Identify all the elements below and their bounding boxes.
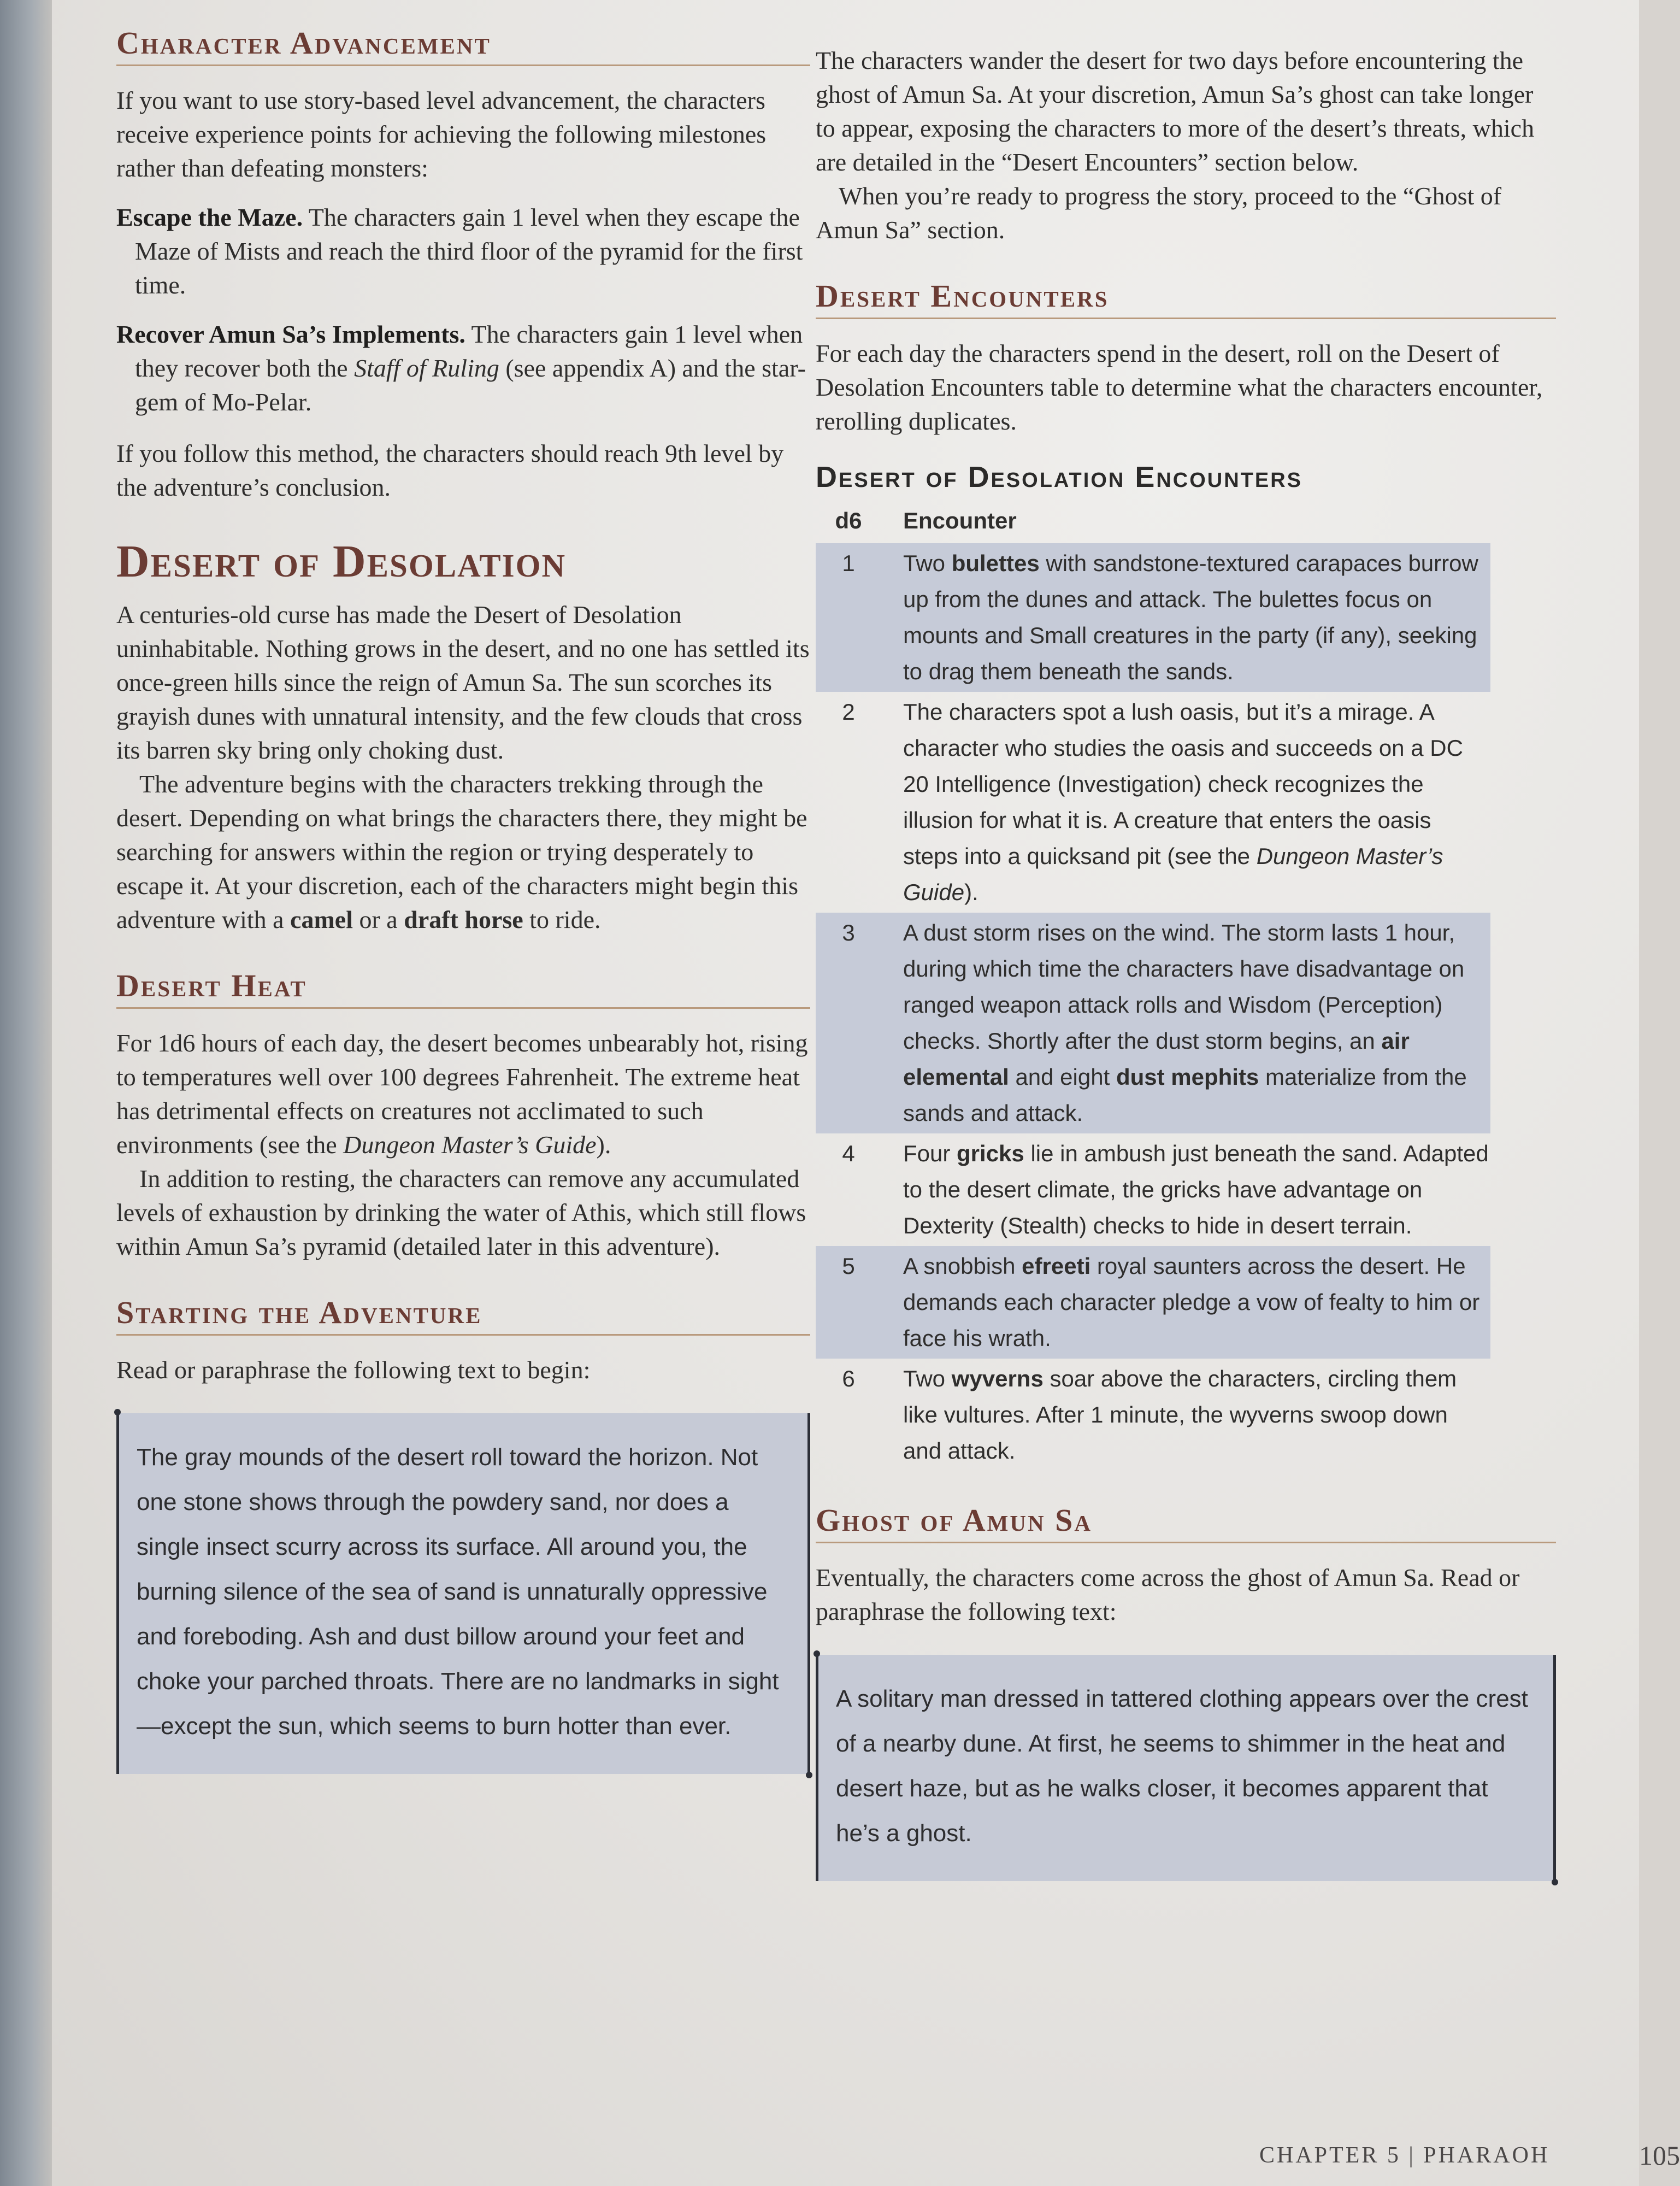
right-column <box>816 44 1556 1881</box>
encounter-text: A dust storm rises on the wind. The storm lasts 1 hour, during which time the characters have disadvantage on ranged weapon attack rolls and Wisdom (Perception) checks. Shortly after the dust storm begins, an air elemental and eight dust mephits materialize from the sands and attack. <box>903 913 1490 1133</box>
roll-value: 3 <box>816 913 903 1133</box>
roll-value: 5 <box>816 1246 903 1359</box>
left-column <box>116 25 810 1774</box>
desert-of-desolation-heading: Desert of Desolation <box>116 536 567 587</box>
read-aloud-box-ghost <box>816 1655 1556 1881</box>
proceed-paragraph: When you’re ready to progress the story, proceed to the “Ghost of Amun Sa” section. <box>816 182 1502 244</box>
table-row <box>816 913 1490 1133</box>
read-aloud-box-start <box>116 1413 810 1774</box>
char-adv-intro: If you want to use story-based level advancement, the characters receive experience points for achieving the following milestones rather than defeating monsters: <box>116 86 767 182</box>
heat-p1-text: For 1d6 hours of each day, the desert becomes unbearably hot, rising to temperatures well over 100 degrees Fahrenheit. The extreme heat has detrimental effects on creatures not acclimated to such environments (see the <box>116 1029 808 1159</box>
milestone-1-title: Escape the Maze. <box>116 203 303 231</box>
ghost-heading: Ghost of Amun Sa <box>816 1502 1556 1543</box>
heat-paragraph-2: In addition to resting, the characters can remove any accumulated levels of exhaustion by drinking the water of Athis, which still flows within Amun Sa’s pyramid (detailed later in this adventure). <box>116 1165 806 1260</box>
page-number: 105 <box>1639 2140 1680 2171</box>
encounters-paragraph: For each day the characters spend in the desert, roll on the Desert of Desolation Encounters table to determine what the characters encounter, rerolling duplicates. <box>816 339 1543 435</box>
dmg-title: Dungeon Master’s Guide <box>343 1131 597 1159</box>
table-row <box>816 1246 1490 1359</box>
monster-name: bulettes <box>951 550 1040 576</box>
encounters-table <box>816 501 1490 1471</box>
encounter-text: Two wyverns soar above the characters, circling them like vultures. After 1 minute, the wyverns swoop down and attack. <box>903 1366 1457 1464</box>
staff-of-ruling: Staff of Ruling <box>354 354 499 382</box>
book-page <box>52 0 1680 2186</box>
heat-p1-end: ). <box>596 1131 611 1159</box>
milestone-2-title: Recover Amun Sa’s Implements. <box>116 320 465 348</box>
milestone-2-text-b: (see appendix A) and the star-gem of Mo-Pelar. <box>135 354 806 416</box>
encounter-text: The characters spot a lush oasis, but it’s a mirage. A character who studies the oasis and succeeds on a DC 20 Intelligence (Investigation) check recognizes the illusion for what it is. A creature that enters the oasis steps into a quicksand pit (see the Dungeon Master’s Guide). <box>903 699 1463 905</box>
table-header-row <box>816 501 1490 543</box>
camel-text: camel <box>290 906 353 933</box>
starting-instruction: Read or paraphrase the following text to begin: <box>116 1356 591 1384</box>
table-row <box>816 543 1490 692</box>
encounter-text: Four gricks lie in ambush just beneath the sand. Adapted to the desert climate, the gricks have advantage on Dexterity (Stealth) checks to hide in desert terrain. <box>903 1141 1489 1238</box>
read-aloud-text-start: The gray mounds of the desert roll toward the horizon. Not one stone shows through the powdery sand, nor does a single insect scurry across its surface. All around you, the burning silence of the sea of sand is unnaturally oppressive and foreboding. Ash and dust billow around your feet and choke your parched throats. There are no landmarks in sight—except the sun, which seems to burn hotter than ever. <box>137 1444 779 1740</box>
roll-value: 4 <box>842 1141 855 1166</box>
milestone-1-text: The characters gain 1 level when they escape the Maze of Mists and reach the third floor of the pyramid for the first time. <box>135 203 803 299</box>
encounter-text: Two bulettes with sandstone-textured carapaces burrow up from the dunes and attack. The bulettes focus on mounts and Small creatures in the party (if any), seeking to drag them beneath the sands. <box>903 543 1490 692</box>
monster-name: gricks <box>957 1141 1024 1166</box>
monster-name: efreeti <box>1022 1253 1091 1279</box>
roll-value: 2 <box>842 699 855 725</box>
milestone-recover-implements <box>116 318 810 419</box>
encounter-text: A snobbish efreeti royal saunters across the desert. He demands each character pledge a vow of fealty to him or face his wrath. <box>903 1246 1490 1359</box>
draft-horse-text: draft horse <box>404 906 523 933</box>
monster-name: wyverns <box>951 1366 1044 1391</box>
ghost-paragraph: Eventually, the characters come across the ghost of Amun Sa. Read or paraphrase the following text: <box>816 1564 1520 1625</box>
desert-p2-end: to ride. <box>529 906 601 933</box>
encounters-table-title: Desert of Desolation Encounters <box>816 461 1303 493</box>
desert-paragraph-1: A centuries-old curse has made the Desert of Desolation uninhabitable. Nothing grows in the desert, and no one has settled its once-green hills since the reign of Amun Sa. The sun scorches its grayish dunes with unnatural intensity, and the few clouds that cross its barren sky bring only choking dust. <box>116 601 810 764</box>
milestone-escape-maze <box>116 201 810 302</box>
wander-paragraph: The characters wander the desert for two days before encountering the ghost of Amun Sa. At your discretion, Amun Sa’s ghost can take longer to appear, exposing the characters to more of the desert’s threats, which are detailed in the “Desert Encounters” section below. <box>816 46 1535 176</box>
heat-paragraph-1 <box>116 1026 810 1162</box>
char-adv-outro: If you follow this method, the characters should reach 9th level by the adventure’s conclusion. <box>116 439 784 501</box>
desert-p2-text: The adventure begins with the characters trekking through the desert. Depending on what brings the characters there, they might be searching for answers within the region or trying desperately to escape it. At your discretion, each of the characters might begin this adventure with a <box>116 770 807 933</box>
monster-name: dust mephits <box>1116 1064 1259 1090</box>
binding-edge <box>0 0 52 2186</box>
desert-heat-heading: Desert Heat <box>116 967 810 1009</box>
table-row <box>816 1133 1490 1246</box>
dmg-title: Dungeon Master’s Guide <box>903 843 1443 905</box>
roll-value: 6 <box>842 1366 855 1391</box>
character-advancement-heading: Character Advancement <box>116 25 810 66</box>
table-row <box>816 692 1490 913</box>
starting-adventure-heading: Starting the Adventure <box>116 1294 810 1336</box>
read-aloud-text-ghost: A solitary man dressed in tattered clothing appears over the crest of a nearby dune. At first, he seems to shimmer in the heat and desert haze, but as he walks closer, it becomes apparent that he’s a ghost. <box>836 1685 1528 1847</box>
desert-paragraph-2 <box>116 767 810 937</box>
col-d6: d6 <box>835 508 862 533</box>
chapter-footer: CHAPTER 5 | PHARAOH <box>1259 2143 1550 2168</box>
desert-p2-or: or a <box>359 906 398 933</box>
roll-value: 1 <box>816 543 903 692</box>
monster-name: air elemental <box>903 1028 1410 1090</box>
desert-encounters-heading: Desert Encounters <box>816 278 1556 319</box>
col-encounter: Encounter <box>903 508 1017 533</box>
table-row <box>816 1359 1490 1471</box>
milestone-2-text-a: The characters gain 1 level when they recover both the <box>135 320 803 382</box>
